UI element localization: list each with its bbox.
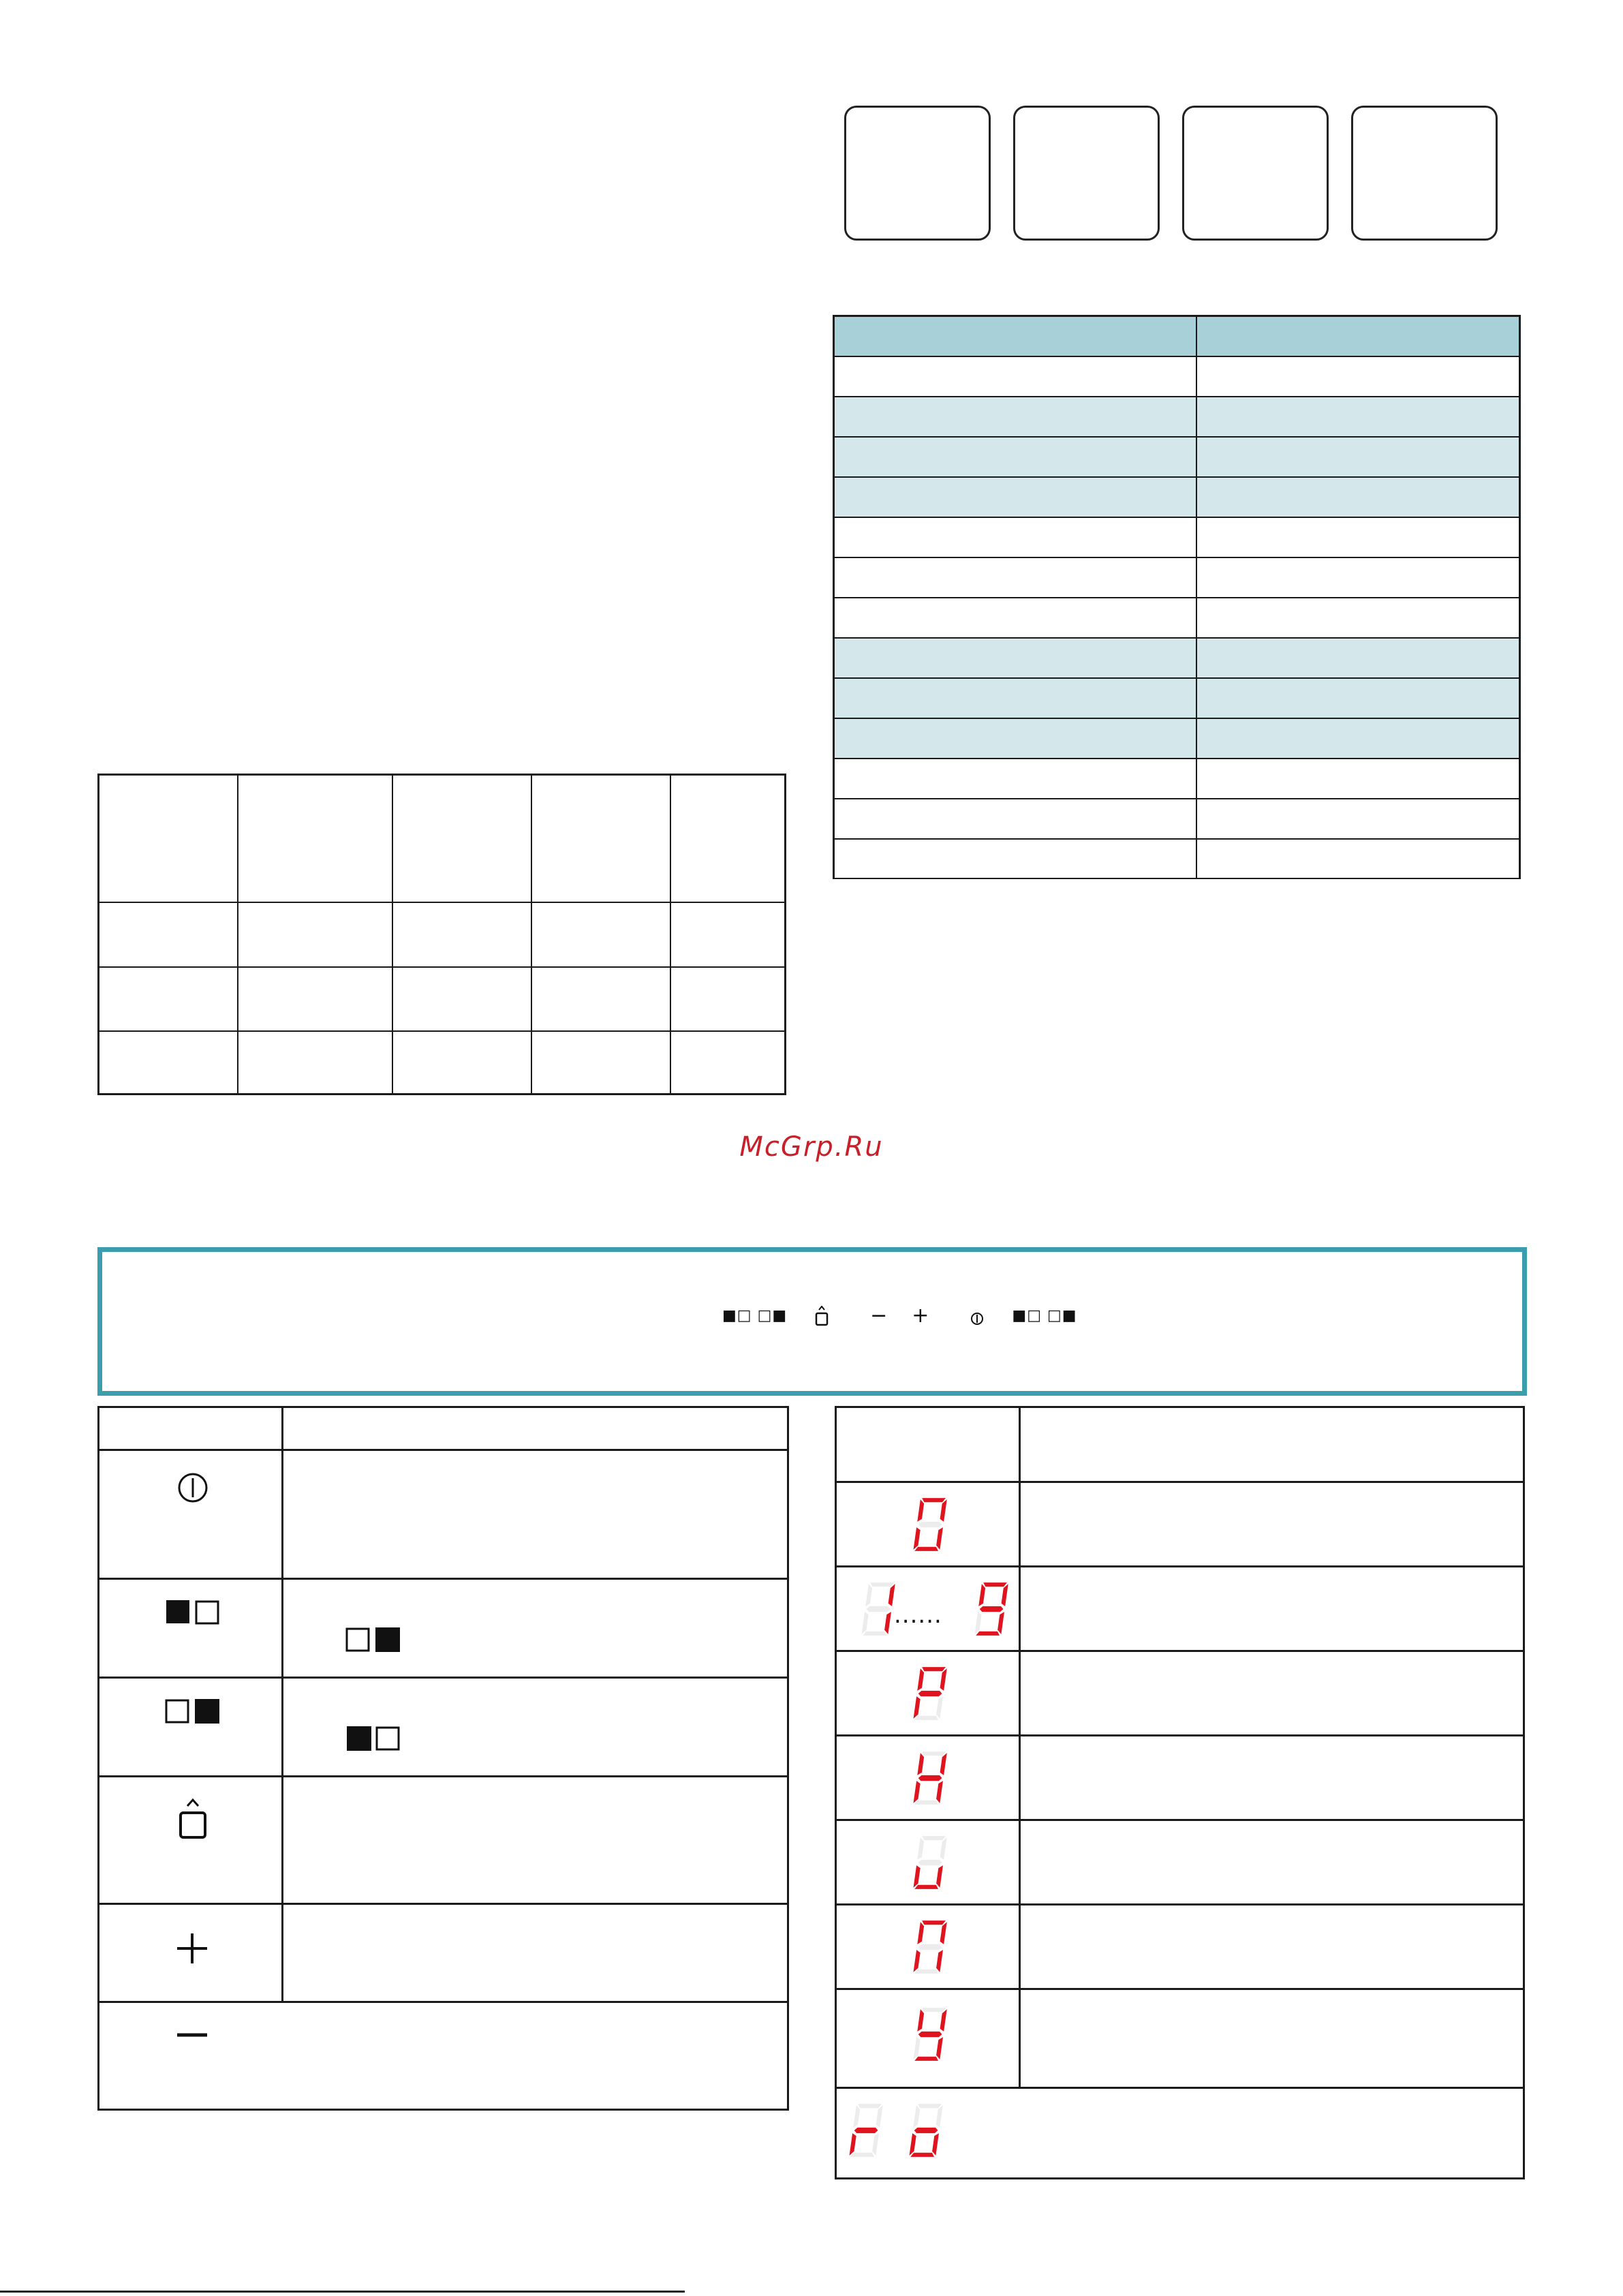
seven-seg-digit	[909, 1664, 950, 1724]
seven-seg-digit	[845, 2101, 886, 2161]
display-indications-table	[835, 1406, 1525, 2179]
zone-select-right-icon: ■□ □■	[1012, 1306, 1077, 1324]
table-cell	[1197, 478, 1519, 517]
table-row	[837, 1408, 1523, 1483]
seven-seg-digit	[909, 1495, 950, 1555]
table-row	[99, 1777, 787, 1905]
table-row	[837, 1736, 1523, 1821]
table-row	[99, 968, 784, 1032]
table-row	[99, 1408, 787, 1451]
table-cell	[835, 639, 1197, 677]
footer-rule	[0, 2291, 685, 2293]
table-cell	[835, 598, 1197, 637]
table-row	[835, 840, 1519, 878]
table-cell	[835, 840, 1197, 878]
table-cell	[835, 357, 1197, 396]
cookware-box-4	[1351, 106, 1498, 241]
table-row	[835, 518, 1519, 558]
table-cell	[1197, 558, 1519, 597]
table-row	[835, 438, 1519, 478]
table-cell	[1197, 317, 1519, 356]
table-row	[835, 679, 1519, 719]
table-row	[835, 357, 1519, 397]
table-row	[99, 1032, 784, 1093]
zone-left-icon	[345, 1725, 401, 1755]
cookware-box-3	[1182, 106, 1329, 241]
watermark: McGrp.Ru	[739, 1131, 884, 1163]
control-panel-strip	[722, 1305, 1077, 1326]
table-row	[837, 1905, 1523, 1990]
table-cell	[835, 478, 1197, 517]
table-cell	[835, 719, 1197, 758]
table-cell	[1197, 518, 1519, 557]
plus-icon: +	[912, 1303, 929, 1328]
minus-icon	[174, 2029, 210, 2042]
seven-seg-digit	[909, 1918, 950, 1978]
lock-icon	[814, 1306, 829, 1325]
table-row	[99, 903, 784, 968]
controls-table	[97, 1406, 789, 2111]
table-row	[99, 1679, 787, 1777]
seven-seg-digit	[909, 1749, 950, 1809]
seven-seg-digit	[909, 2005, 950, 2065]
table-cell	[1197, 759, 1519, 798]
table-cell	[1197, 719, 1519, 758]
table-cell	[1197, 357, 1519, 396]
seven-seg-digit	[909, 1833, 950, 1893]
table-row	[835, 397, 1519, 438]
cookware-box-1	[844, 106, 991, 241]
table-cell	[835, 558, 1197, 597]
minus-icon: −	[870, 1303, 888, 1328]
table-row	[837, 1567, 1523, 1652]
table-row	[99, 1580, 787, 1679]
table-cell	[1197, 397, 1519, 436]
power-icon	[970, 1308, 985, 1323]
table-cell	[835, 317, 1197, 356]
zone-right-icon	[165, 1698, 221, 1728]
table-row	[837, 1821, 1523, 1905]
seven-seg-digit	[970, 1580, 1011, 1640]
table-row	[835, 799, 1519, 840]
table-cell	[1197, 679, 1519, 718]
table-cell	[1197, 598, 1519, 637]
zone-select-left-icon: ■□ □■	[722, 1306, 788, 1324]
table-row	[835, 759, 1519, 799]
table-cell	[835, 759, 1197, 798]
table-cell	[835, 679, 1197, 718]
table-row	[99, 776, 784, 903]
table-row	[835, 639, 1519, 679]
table-row	[835, 478, 1519, 518]
lock-icon	[177, 1798, 208, 1843]
table-cell	[835, 518, 1197, 557]
table-row	[99, 1905, 787, 2003]
zone-right-icon	[345, 1626, 401, 1656]
cookware-size-table	[97, 774, 786, 1095]
table-cell	[1197, 840, 1519, 878]
table-header-row	[835, 317, 1519, 357]
table-row	[835, 598, 1519, 639]
plus-icon	[174, 1931, 210, 1969]
table-row	[835, 558, 1519, 598]
power-icon	[176, 1471, 209, 1507]
table-row	[837, 1990, 1523, 2089]
table-cell	[835, 438, 1197, 476]
table-row	[835, 719, 1519, 759]
table-row	[837, 1483, 1523, 1567]
table-cell	[1197, 639, 1519, 677]
table-cell	[1197, 799, 1519, 838]
table-row	[837, 1652, 1523, 1736]
table-row	[99, 1451, 787, 1580]
seven-seg-digit	[905, 2101, 946, 2161]
table-cell	[1197, 438, 1519, 476]
zone-left-icon	[165, 1599, 221, 1629]
table-cell	[835, 397, 1197, 436]
cookware-box-2	[1013, 106, 1160, 241]
power-level-table	[833, 315, 1521, 879]
table-cell	[835, 799, 1197, 838]
seven-seg-digit	[857, 1580, 898, 1640]
range-dots: ......	[894, 1602, 942, 1629]
